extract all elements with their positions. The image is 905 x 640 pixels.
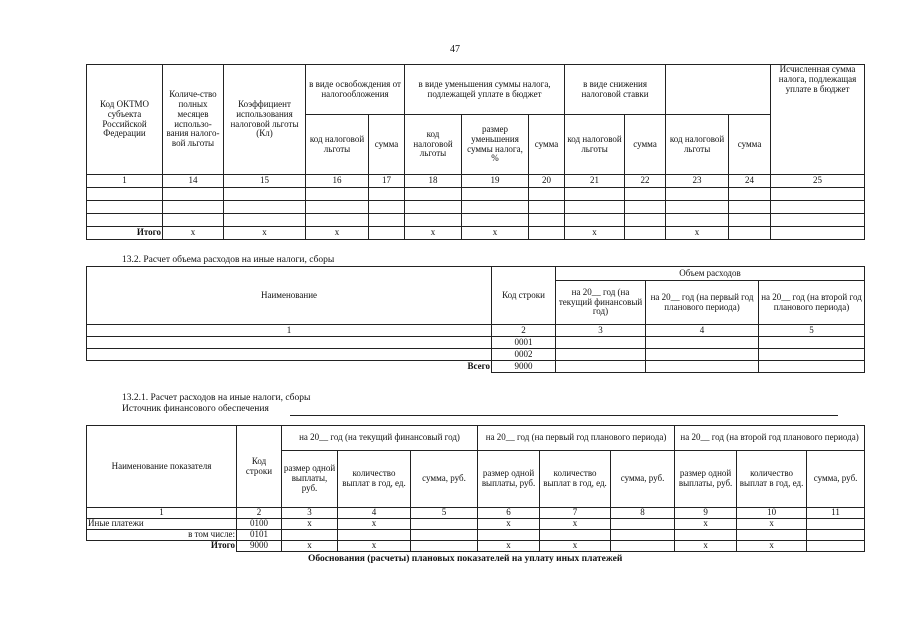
name-header: Наименование (87, 267, 492, 325)
page-number: 47 (450, 44, 460, 55)
funding-source-label: Источник финансового обеспечения (122, 404, 269, 414)
payment-count-header: количество выплат в год, ед. (338, 451, 411, 508)
number-row (87, 325, 865, 337)
col-oktmo-header: Код ОКТМО субъекта Российской Федерации (87, 65, 163, 175)
col-number: 21 (565, 175, 625, 188)
total-row (87, 361, 865, 373)
x-mark: x (282, 541, 338, 552)
exempt-header: в виде освобождения от налогообложения (306, 65, 405, 115)
x-mark: x (675, 541, 737, 552)
col-number: 10 (737, 508, 807, 519)
table-row (87, 349, 865, 361)
empty-header (666, 65, 771, 115)
benefits-table (86, 64, 865, 240)
current-year-header: на 20__ год (на текущий финансовый год) (282, 426, 478, 451)
reduce-header: в виде уменьшения суммы налога, подлежащей уплате в бюджет (405, 65, 565, 115)
col-number: 16 (306, 175, 369, 188)
sum-header: сумма (369, 115, 405, 175)
col-number: 3 (556, 325, 646, 337)
table-row (87, 201, 865, 214)
x-mark: x (540, 519, 611, 530)
calc-sum-header: Исчисленная сумма налога, подлежащая уплате в бюджет (771, 65, 865, 175)
row-label: Иные платежи (87, 519, 237, 530)
indicator-name-header: Наименование показателя (87, 426, 237, 508)
x-mark: x (338, 541, 411, 552)
total-label: Итого (87, 541, 237, 552)
number-row (87, 508, 865, 519)
table-row (87, 337, 865, 349)
section-13-2-1-caption: 13.2.1. Расчет расходов на иные налоги, сборы (122, 393, 311, 403)
first-plan-year-header: на 20__ год (на первый год планового периода) (646, 281, 759, 325)
total-row (87, 541, 865, 552)
current-year-header: на 20__ год (на текущий финансовый год) (556, 281, 646, 325)
payment-count-header: количество выплат в год, ед. (540, 451, 611, 508)
size-header: размер уменьшения суммы налога, % (462, 115, 529, 175)
x-mark: x (405, 227, 462, 240)
col-number: 24 (729, 175, 771, 188)
other-taxes-calc-table (86, 425, 865, 552)
col-number: 4 (646, 325, 759, 337)
sum-header: сумма, руб. (611, 451, 675, 508)
first-plan-year-header: на 20__ год (на первый год планового периода) (478, 426, 675, 451)
col-number: 8 (611, 508, 675, 519)
funding-source-field[interactable] (290, 415, 838, 416)
total-label: Итого (87, 227, 163, 240)
total-code: 9000 (237, 541, 282, 552)
col-number: 1 (87, 175, 163, 188)
row-label: в том числе: (87, 530, 237, 541)
col-coef-header: Коэффициент использования налоговой льготы (Кл) (224, 65, 306, 175)
table-row (87, 214, 865, 227)
total-code: 9000 (492, 361, 556, 373)
payment-size-header: размер одной выплаты, руб. (675, 451, 737, 508)
row-code: 0002 (492, 349, 556, 361)
col-number: 18 (405, 175, 462, 188)
x-mark: x (282, 519, 338, 530)
x-mark: x (737, 519, 807, 530)
col-number: 17 (369, 175, 405, 188)
x-mark: x (666, 227, 729, 240)
second-plan-year-header: на 20__ год (на второй год планового периода) (675, 426, 865, 451)
row-code: 0100 (237, 519, 282, 530)
x-mark: x (565, 227, 625, 240)
table-row (87, 530, 865, 541)
col-number: 7 (540, 508, 611, 519)
x-mark: x (540, 541, 611, 552)
x-mark: x (338, 519, 411, 530)
x-mark: x (224, 227, 306, 240)
code-header: Код строки (237, 426, 282, 508)
section-13-2-caption: 13.2. Расчет объема расходов на иные налоги, сборы (122, 255, 335, 265)
x-mark: x (478, 541, 540, 552)
col-number: 22 (625, 175, 666, 188)
sum-header: сумма, руб. (411, 451, 478, 508)
col-number: 23 (666, 175, 729, 188)
col-number: 14 (163, 175, 224, 188)
x-mark: x (478, 519, 540, 530)
total-row (87, 227, 865, 240)
x-mark: x (675, 519, 737, 530)
col-number: 15 (224, 175, 306, 188)
col-number: 1 (87, 325, 492, 337)
volume-header: Объем расходов (556, 267, 865, 281)
col-number: 6 (478, 508, 540, 519)
col-number: 5 (759, 325, 865, 337)
col-number: 2 (492, 325, 556, 337)
code-header: код налоговой льготы (306, 115, 369, 175)
other-taxes-volume-table (86, 266, 865, 373)
x-mark: x (462, 227, 529, 240)
col-number: 2 (237, 508, 282, 519)
total-label: Всего (87, 361, 492, 373)
x-mark: x (163, 227, 224, 240)
code-header: код налоговой льготы (405, 115, 462, 175)
x-mark: x (737, 541, 807, 552)
col-number: 4 (338, 508, 411, 519)
col-number: 19 (462, 175, 529, 188)
sum-header: сумма (729, 115, 771, 175)
lower-rate-header: в виде снижения налоговой ставки (565, 65, 666, 115)
sum-header: сумма, руб. (807, 451, 865, 508)
payment-count-header: количество выплат в год, ед. (737, 451, 807, 508)
number-row (87, 175, 865, 188)
col-number: 5 (411, 508, 478, 519)
table-row (87, 519, 865, 530)
code-header: код налоговой льготы (565, 115, 625, 175)
col-number: 20 (529, 175, 565, 188)
col-months-header: Количе-ство полных месяцев использо-вания налого-вой льготы (163, 65, 224, 175)
sum-header: сумма (529, 115, 565, 175)
col-number: 9 (675, 508, 737, 519)
row-code: 0101 (237, 530, 282, 541)
code-header: Код строки (492, 267, 556, 325)
section-footer-title: Обоснования (расчеты) плановых показателей на уплату иных платежей (308, 554, 623, 564)
col-number: 11 (807, 508, 865, 519)
payment-size-header: размер одной выплаты, руб. (282, 451, 338, 508)
col-number: 3 (282, 508, 338, 519)
x-mark: x (306, 227, 369, 240)
row-code: 0001 (492, 337, 556, 349)
sum-header: сумма (625, 115, 666, 175)
second-plan-year-header: на 20__ год (на второй год планового периода) (759, 281, 865, 325)
code-header: код налоговой льготы (666, 115, 729, 175)
table-row (87, 188, 865, 201)
col-number: 1 (87, 508, 237, 519)
payment-size-header: размер одной выплаты, руб. (478, 451, 540, 508)
col-number: 25 (771, 175, 865, 188)
